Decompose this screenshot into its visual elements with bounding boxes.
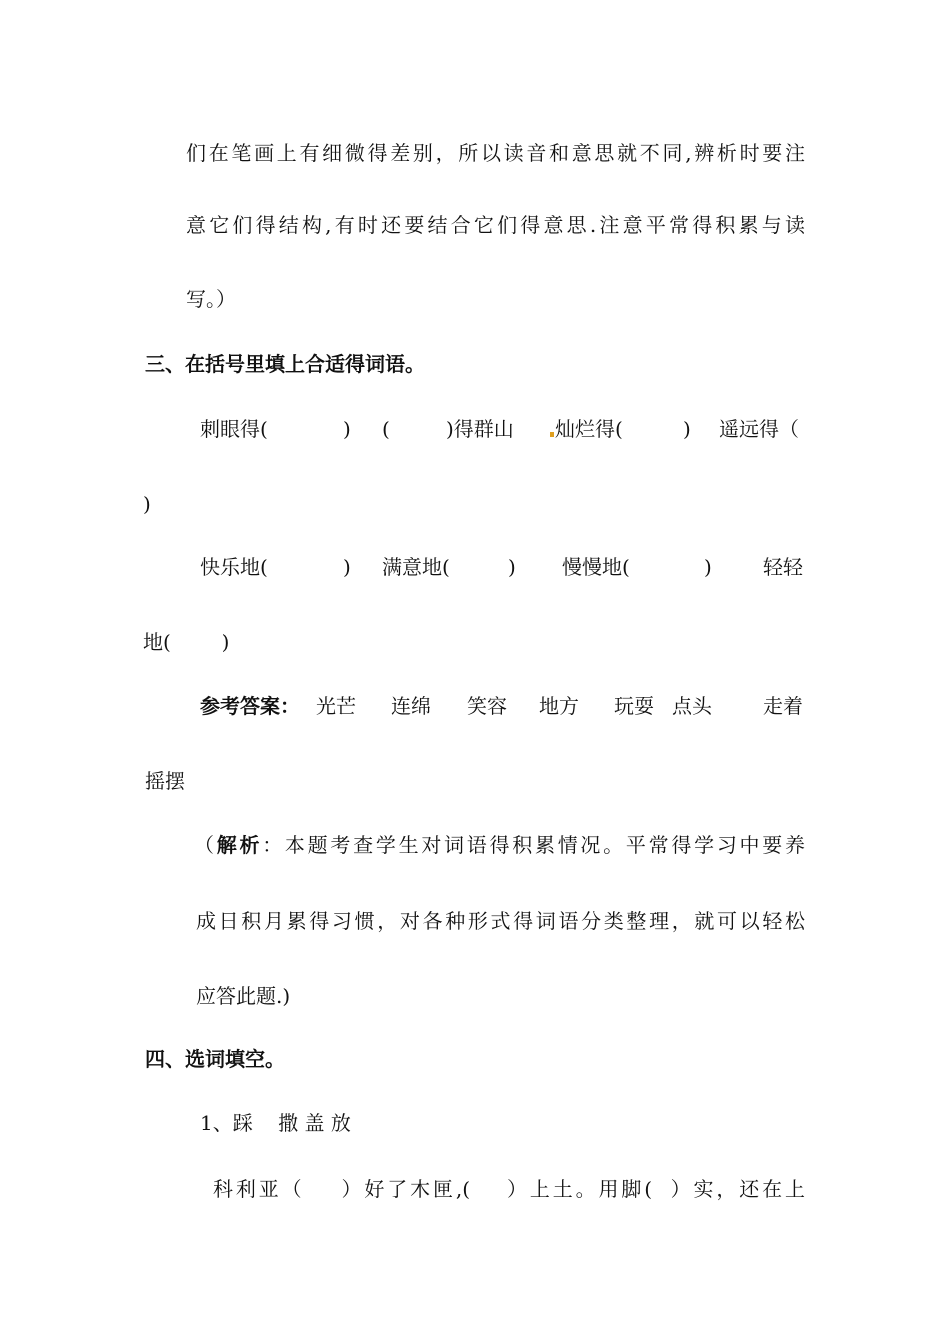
answer-word: 地方 bbox=[539, 694, 579, 718]
fill-row-1-wrap: ) bbox=[143, 492, 151, 516]
answer-word: 光芒 bbox=[316, 694, 356, 718]
analysis-label: 解析 bbox=[216, 833, 263, 857]
fill-sentence: 科利亚（ ）好了木匣,( ）上土。用脚( ）实，还在上 bbox=[213, 1177, 805, 1201]
blank-item-1-close: ) bbox=[343, 417, 351, 441]
blank-item-7: 慢慢地( bbox=[562, 555, 630, 579]
blank-item-4: 遥远得（ bbox=[719, 417, 799, 441]
answer-word: 点头 bbox=[672, 694, 712, 718]
analysis-line-1: （解析：本题考查学生对词语得积累情况。平常得学习中要养 bbox=[194, 833, 806, 857]
answer-word: 走着 bbox=[763, 694, 803, 718]
answer-word: 笑容 bbox=[467, 694, 507, 718]
blank-item-6: 满意地( bbox=[382, 555, 450, 579]
analysis-line-3: 应答此题.) bbox=[196, 984, 291, 1008]
explanation-line-2: 意它们得结构,有时还要结合它们得意思.注意平常得积累与读 bbox=[186, 213, 805, 237]
explanation-line-1: 们在笔画上有细微得差别，所以读音和意思就不同,辨析时要注 bbox=[186, 141, 805, 165]
analysis-line-2: 成日积月累得习惯，对各种形式得词语分类整理，就可以轻松 bbox=[196, 909, 805, 933]
answer-word: 连绵 bbox=[391, 694, 431, 718]
section-3-heading: 三、在括号里填上合适得词语。 bbox=[145, 352, 425, 376]
blank-item-5: 快乐地( bbox=[200, 555, 268, 579]
answer-wrap: 摇摆 bbox=[145, 769, 185, 793]
section-4-heading: 四、选词填空。 bbox=[145, 1047, 285, 1071]
answer-label: 参考答案： bbox=[200, 694, 300, 718]
blank-item-6-close: ) bbox=[508, 555, 516, 579]
blank-item-5-close: ) bbox=[343, 555, 351, 579]
blank-item-2: )得群山 bbox=[446, 417, 514, 441]
answer-word: 玩耍 bbox=[614, 694, 654, 718]
blank-item-8-start: 轻轻 bbox=[763, 555, 803, 579]
blank-item-3: 灿烂得( bbox=[550, 417, 623, 441]
fill-row-2-wrap: 地( ) bbox=[143, 630, 230, 654]
blank-item-7-close: ) bbox=[704, 555, 712, 579]
blank-item-3-close: ) bbox=[683, 417, 691, 441]
word-choices: 1、踩 撒 盖 放 bbox=[200, 1111, 351, 1135]
blank-item-1: 刺眼得( bbox=[200, 417, 268, 441]
blank-item-2-open: ( bbox=[382, 417, 390, 441]
explanation-line-3: 写。） bbox=[186, 287, 236, 311]
marker-dot bbox=[550, 432, 554, 437]
